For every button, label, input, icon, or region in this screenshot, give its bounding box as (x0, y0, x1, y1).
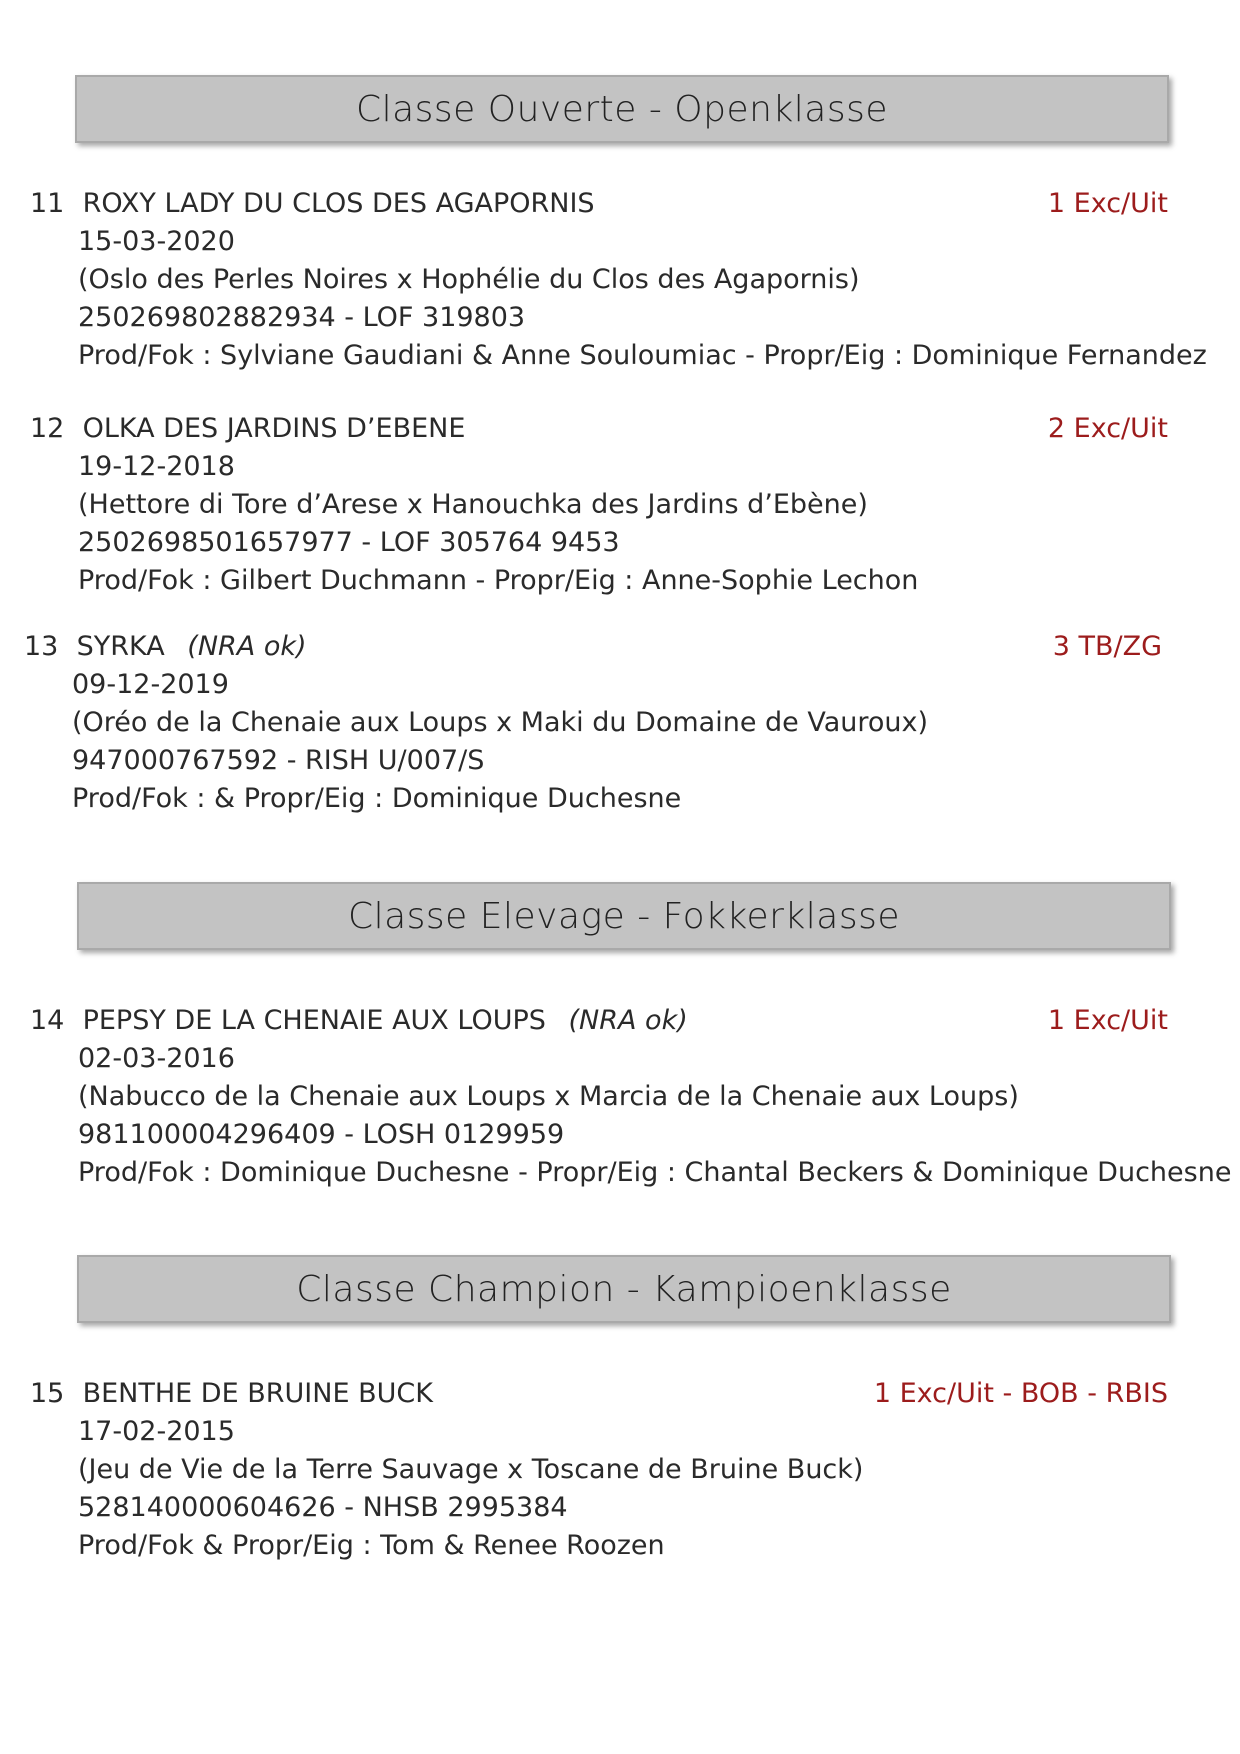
entry-header (24, 628, 1204, 666)
birth-date: 09-12-2019 (72, 669, 229, 700)
entry-number: 11 (30, 188, 65, 219)
dog-name: SYRKA (76, 631, 165, 662)
dog-name: BENTHE DE BRUINE BUCK (82, 1378, 433, 1409)
dog-name: PEPSY DE LA CHENAIE AUX LOUPS (82, 1005, 546, 1036)
owners: Prod/Fok : Gilbert Duchmann - Propr/Eig : Anne-Sophie Lechon (78, 565, 919, 596)
dog-entry (30, 1002, 1232, 1192)
section-title: Classe Ouverte - Openklasse (355, 88, 889, 130)
section-title: Classe Champion - Kampioenklasse (296, 1268, 952, 1310)
registration-ids: 981100004296409 - LOSH 0129959 (78, 1119, 565, 1150)
dog-entry (24, 628, 1204, 818)
dog-entry (30, 185, 1210, 375)
entry-header (30, 1002, 1210, 1040)
entry-number: 14 (30, 1005, 65, 1036)
birth-date: 19-12-2018 (78, 451, 235, 482)
section-title: Classe Elevage - Fokkerklasse (347, 895, 901, 937)
dog-name: OLKA DES JARDINS D’EBENE (82, 413, 466, 444)
registration-ids: 250269802882934 - LOF 319803 (78, 302, 526, 333)
result-label: 1 Exc/Uit - BOB - RBIS (873, 1378, 1168, 1409)
registration-ids: 947000767592 - RISH U/007/S (72, 745, 485, 776)
parents: (Oslo des Perles Noires x Hophélie du Clos des Agapornis) (78, 264, 860, 295)
entry-header (30, 410, 1210, 448)
birth-date: 15-03-2020 (78, 226, 235, 257)
section-banner-champion (77, 1255, 1171, 1323)
owners: Prod/Fok : Sylviane Gaudiani & Anne Souloumiac - Propr/Eig : Dominique Fernandez (78, 340, 1207, 371)
result-label: 2 Exc/Uit (1047, 413, 1168, 444)
dog-entry (30, 1375, 1210, 1565)
dog-entry (30, 410, 1210, 600)
nra-note: (NRA ok) (187, 631, 307, 662)
owners: Prod/Fok & Propr/Eig : Tom & Renee Roozen (78, 1530, 665, 1561)
registration-ids: 250269850165797​7 - LOF 305764 9453 (78, 527, 620, 558)
parents: (Jeu de Vie de la Terre Sauvage x Toscane de Bruine Buck) (78, 1454, 864, 1485)
section-banner-ouverte (75, 75, 1169, 143)
result-label: 1 Exc/Uit (1047, 1005, 1168, 1036)
birth-date: 17-02-2015 (78, 1416, 235, 1447)
section-banner-elevage (77, 882, 1171, 950)
entry-number: 15 (30, 1378, 65, 1409)
entry-header (30, 185, 1210, 223)
registration-ids: 528140000604626 - NHSB 2995384 (78, 1492, 568, 1523)
entry-header (30, 1375, 1210, 1413)
parents: (Nabucco de la Chenaie aux Loups x Marcia de la Chenaie aux Loups) (78, 1081, 1019, 1112)
nra-note: (NRA ok) (568, 1005, 688, 1036)
owners: Prod/Fok : & Propr/Eig : Dominique Duchesne (72, 783, 682, 814)
parents: (Hettore di Tore d’Arese x Hanouchka des Jardins d’Ebène) (78, 489, 868, 520)
result-label: 1 Exc/Uit (1047, 188, 1168, 219)
birth-date: 02-03-2016 (78, 1043, 235, 1074)
result-label: 3 TB/ZG (1052, 631, 1162, 662)
entry-number: 13 (24, 631, 59, 662)
owners: Prod/Fok : Dominique Duchesne - Propr/Eig : Chantal Beckers & Dominique Duchesne (78, 1157, 1232, 1188)
parents: (Oréo de la Chenaie aux Loups x Maki du Domaine de Vauroux) (72, 707, 929, 738)
dog-name: ROXY LADY DU CLOS DES AGAPORNIS (82, 188, 595, 219)
entry-number: 12 (30, 413, 65, 444)
